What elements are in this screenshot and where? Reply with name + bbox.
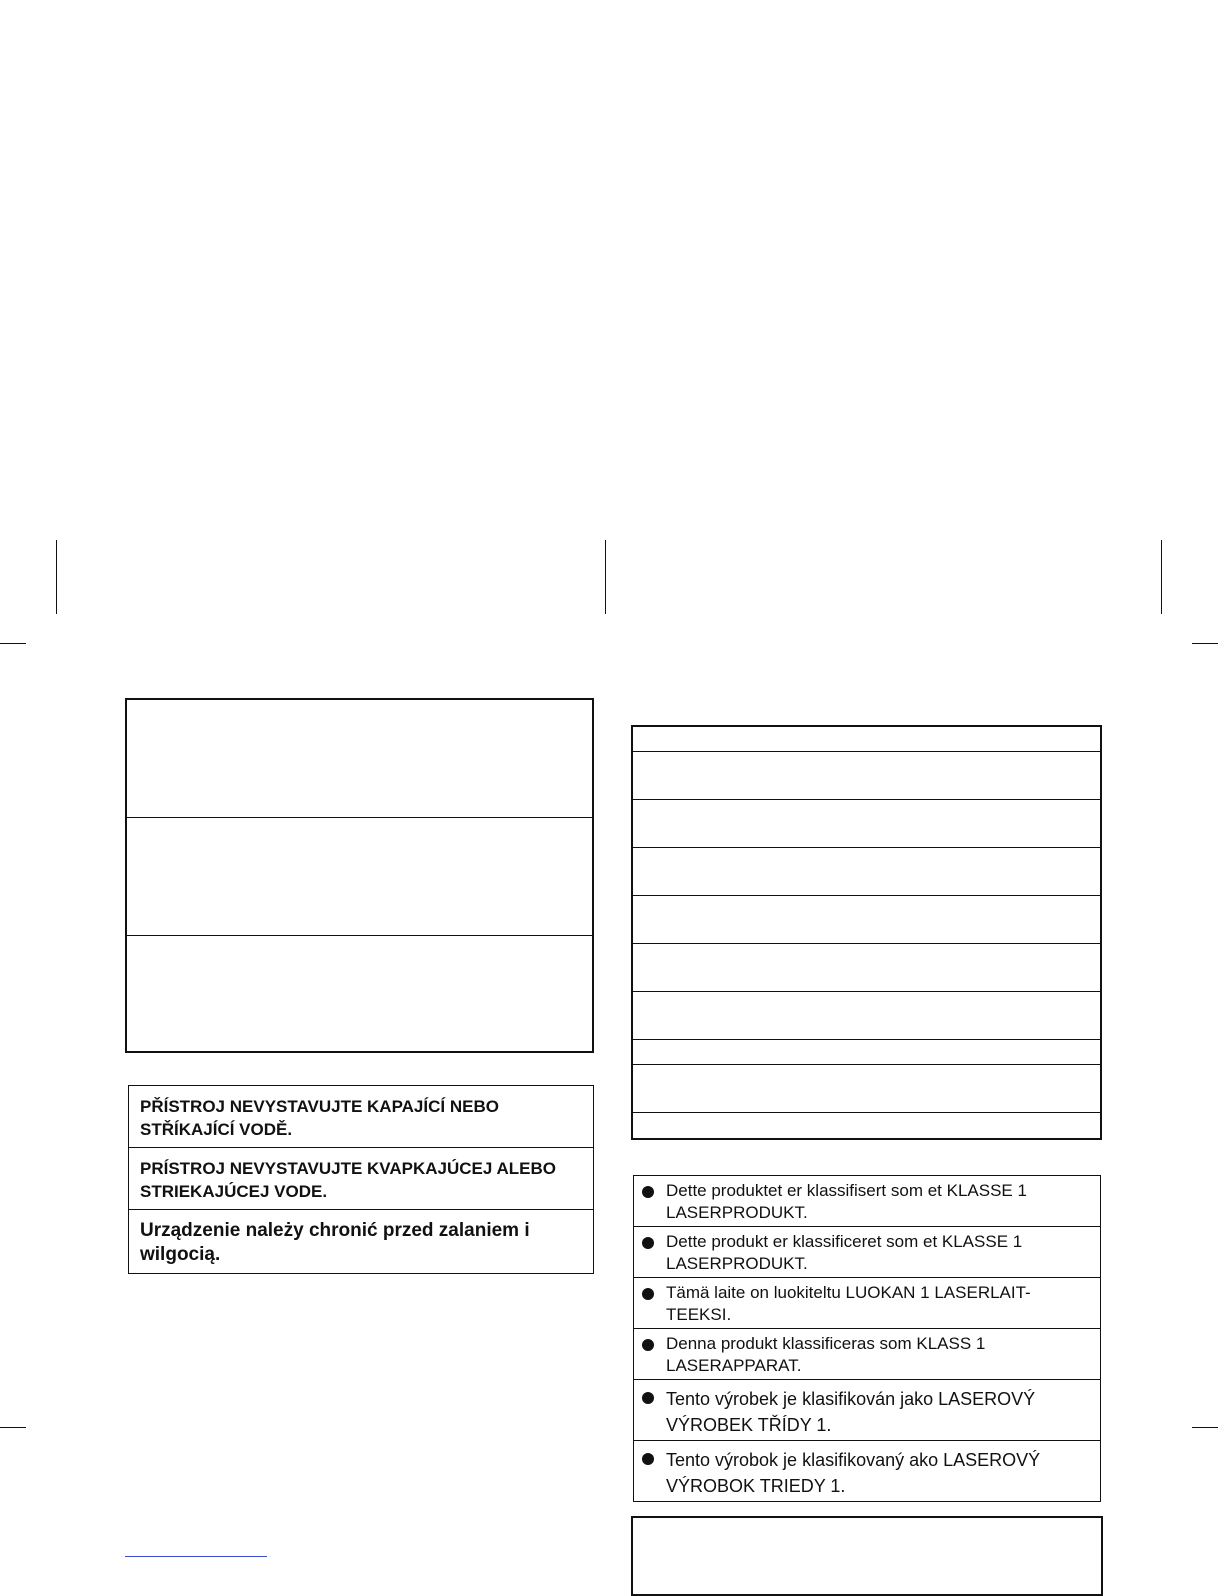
bullet-icon	[642, 1288, 654, 1300]
bullet-icon	[642, 1453, 654, 1465]
crop-mark-horizontal-top-right	[1192, 643, 1218, 644]
laser-notice-finnish	[634, 1278, 1100, 1329]
empty-table-row	[633, 752, 1100, 800]
notice-box-cell	[127, 818, 592, 936]
laser-notice-swedish	[634, 1329, 1100, 1380]
empty-table-row	[633, 1040, 1100, 1065]
empty-table	[631, 725, 1102, 1140]
empty-table-row	[633, 1065, 1100, 1113]
laser-notice-norwegian	[634, 1176, 1100, 1227]
empty-table-row	[633, 800, 1100, 848]
empty-table-row	[633, 992, 1100, 1040]
laser-notice-text: Tento výrobek je klasifikován jako LASEROVÝ VÝROBEK TŘÍDY 1.	[666, 1389, 1036, 1435]
bottom-box-empty	[631, 1516, 1103, 1596]
crop-mark-vertical-center	[605, 540, 606, 614]
crop-mark-horizontal-bottom-left	[0, 1427, 26, 1428]
water-warning-czech: PŘÍSTROJ NEVYSTAVUJTE KAPAJÍCÍ NEBO STŘÍKAJÍCÍ VODĚ.	[129, 1086, 593, 1148]
laser-notice-text: Tämä laite on luokiteltu LUOKAN 1 LASERLAIT-TEEKSI.	[666, 1283, 1031, 1324]
empty-table-row	[633, 1113, 1100, 1138]
water-warning-slovak: PRÍSTROJ NEVYSTAVUJTE KVAPKAJÚCEJ ALEBO STRIEKAJÚCEJ VODE.	[129, 1148, 593, 1210]
laser-notice-text: Dette produktet er klassifisert som et KLASSE 1 LASERPRODUKT.	[666, 1181, 1027, 1222]
laser-notice-text: Dette produkt er klassificeret som et KLASSE 1 LASERPRODUKT.	[666, 1232, 1023, 1273]
water-warning-polish: Urządzenie należy chronić przed zalaniem i wilgocią.	[140, 1220, 530, 1265]
crop-mark-horizontal-bottom-right	[1192, 1427, 1218, 1428]
empty-table-row	[633, 727, 1100, 752]
laser-notice-text: Tento výrobok je klasifikovaný ako LASEROVÝ VÝROBOK TRIEDY 1.	[666, 1450, 1041, 1496]
crop-mark-vertical-right	[1161, 540, 1162, 614]
laser-notice-czech	[634, 1380, 1100, 1441]
laser-class-table	[633, 1175, 1101, 1502]
notice-box-cell	[127, 936, 592, 1054]
empty-table-row	[633, 896, 1100, 944]
bullet-icon	[642, 1237, 654, 1249]
empty-table-row	[633, 944, 1100, 992]
laser-notice-slovak	[634, 1441, 1100, 1501]
notice-box-cell	[127, 700, 592, 818]
bullet-icon	[642, 1392, 654, 1404]
laser-notice-text: Denna produkt klassificeras som KLASS 1 LASERAPPARAT.	[666, 1334, 986, 1375]
bullet-icon	[642, 1186, 654, 1198]
bullet-icon	[642, 1339, 654, 1351]
water-warning-table	[128, 1085, 594, 1274]
crop-mark-vertical-left	[56, 540, 57, 614]
empty-table-row	[633, 848, 1100, 896]
notice-box-empty	[125, 698, 594, 1053]
crop-mark-horizontal-top-left	[0, 643, 26, 644]
laser-notice-danish	[634, 1227, 1100, 1278]
link-underline	[125, 1556, 267, 1557]
